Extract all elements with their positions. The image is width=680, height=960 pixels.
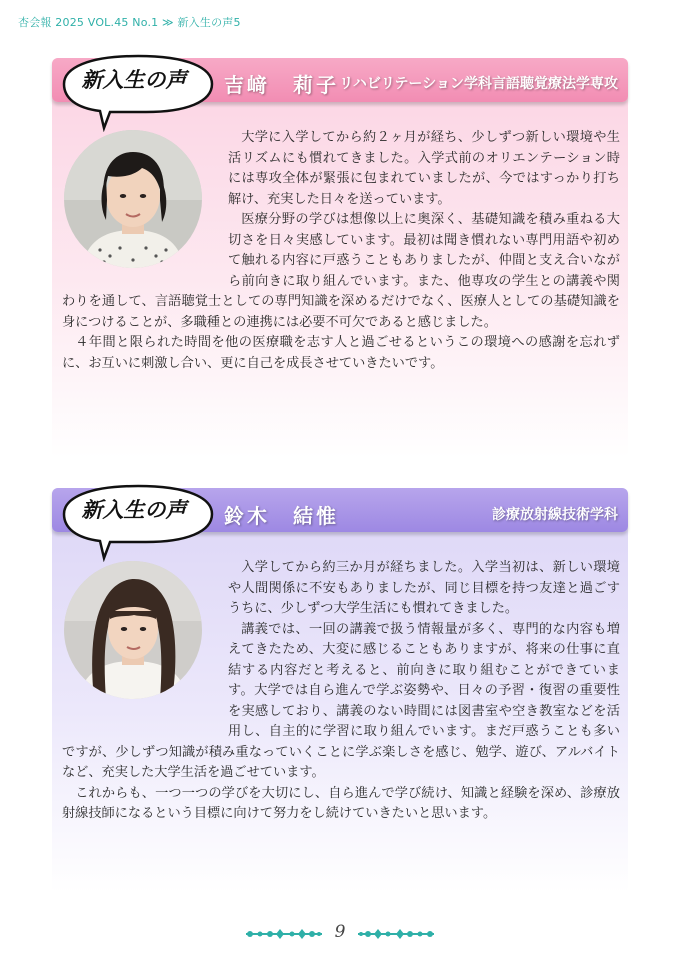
essay-paragraph: 医療分野の学びは想像以上に奥深く、基礎知識を積み重ねる大切さを日々実感しています。最初は聞き慣れない専門用語や初めて触れる内容に戸惑うこともありましたが、仲間と支え合いながら前向きに取り組んでいます。また、他専攻の学生との講義や関わりを通して、言語聴覚士としての専門知識を深めるだけでなく、医療人としての基礎知識を身につけることが、多職種との連携には必要不可欠であると感じました。: [62, 212, 620, 330]
student-name-2: 鈴木 結惟: [224, 504, 339, 528]
department-1: リハビリテーション学科言語聴覚療法学専攻: [339, 76, 618, 92]
essay-paragraph: ４年間と限られた時間を他の医療職を志す人と過ごせるというこの環境への感謝を忘れずに、お互いに刺激し合い、更に自己を成長させていきたいです。: [62, 335, 620, 371]
speech-bubble-2: [58, 482, 218, 562]
speech-bubble-1: [58, 52, 218, 132]
running-header: 杏会報 2025 VOL.45 No.1 ≫ 新入生の声5: [18, 16, 241, 29]
essay-paragraph: 入学してから約三か月が経ちました。入学当初は、新しい環境や人間関係に不安もありましたが、同じ目標を持つ友達と過ごすうちに、少しずつ大学生活にも慣れてきました。: [228, 560, 620, 616]
essay-paragraph: これからも、一つ一つの学びを大切にし、自ら進んで学び続け、知識と経験を深め、診療放射線技師になるという目標に向けて努力をし続けていきたいと思います。: [62, 785, 620, 821]
department-2: 診療放射線技術学科: [492, 507, 618, 523]
essay-1: [62, 128, 620, 374]
bubble-label-1: 新入生の声: [81, 67, 187, 92]
essay-paragraph: 講義では、一回の講義で扱う情報量が多く、専門的な内容も増えてきたため、大変に感じることもありますが、将来の仕事に直結する内容だと考えると、前向きに取り組むことができています。大学では自ら進んで学ぶ姿勢や、日々の予習・復習の重要性を実感しており、講義のない時間には図書室や空き教室などを活用し、自主的に学習に取り組んでいます。まだ戸惑うことも多いですが、少しずつ知識が積み重なっていくことに学ぶ楽しさを感じ、勉学、遊び、アルバイトなど、充実した大学生活を過ごせています。: [62, 621, 620, 780]
page-number: 9: [334, 922, 346, 942]
footer-ornament-left: [246, 928, 322, 940]
bubble-label-2: 新入生の声: [81, 497, 187, 522]
student-name-1: 吉﨑 莉子: [224, 73, 339, 97]
essay-2: [62, 558, 620, 825]
portrait-wrap-spacer: [62, 128, 228, 276]
footer-ornament-right: [358, 928, 434, 940]
portrait-wrap-spacer: [62, 558, 228, 724]
essay-paragraph: 大学に入学してから約２ヶ月が経ち、少しずつ新しい環境や生活リズムにも慣れてきました。入学式前のオリエンテーション時には専攻全体が緊張に包まれていましたが、今ではすっかり打ち解け、充実した日々を送っています。: [228, 130, 620, 207]
